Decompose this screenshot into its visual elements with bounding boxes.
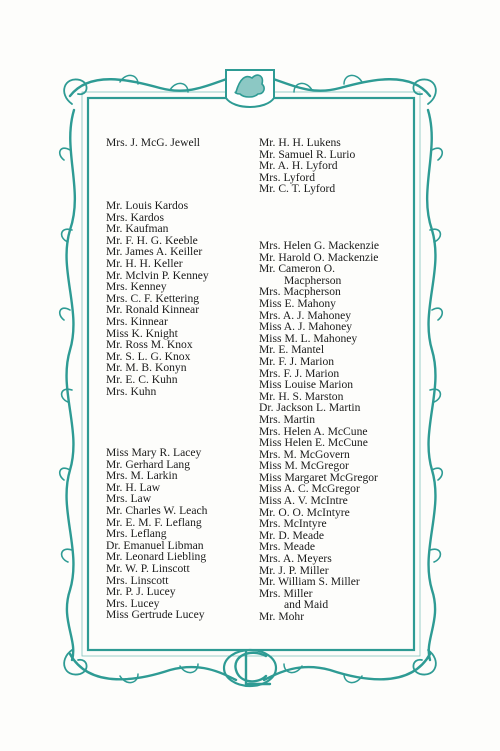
passenger-name: Mr. Samuel R. Lurio [259,147,356,161]
passenger-name: Mr. O. O. McIntyre [259,505,350,519]
passenger-name-continued: and Maid [284,598,329,612]
passenger-name: Miss K. Knight [106,326,178,340]
passenger-name: Miss A. J. Mahoney [259,320,353,334]
passenger-name: Miss Margaret McGregor [259,470,378,484]
passenger-name-continued: Macpherson [284,273,342,287]
passenger-name: Mr. Charles W. Leach [106,503,208,517]
passenger-name: Mr. Mohr [259,610,305,623]
passenger-name: Mrs. Kuhn [106,384,157,398]
passenger-name: Mr. A. H. Lyford [259,159,338,173]
passenger-name: Mrs. Kardos [106,210,164,224]
passenger-name: Mr. William S. Miller [259,575,360,589]
passenger-name: Mr. Harold O. Mackenzie [259,250,379,264]
passenger-name: Dr. Jackson L. Martin [259,401,361,415]
passenger-name: Mrs. Kinnear [106,314,168,328]
passenger-name: Mrs. J. McG. Jewell [106,136,201,149]
passenger-name: Mr. Louis Kardos [106,199,189,212]
right-column-block-2 [259,240,379,623]
passenger-name: Mr. M. B. Konyn [106,361,187,375]
passenger-name: Mr. F. J. Marion [259,354,335,368]
passenger-name: Mrs. Law [106,492,152,506]
passenger-name: Mrs. Kenney [106,280,167,294]
passenger-name: Mrs. Helen G. Mackenzie [259,239,380,252]
passenger-name: Mrs. Lyford [259,170,316,184]
left-column-block-2 [106,200,209,397]
passenger-name: Mr. Mclvin P. Kenney [106,268,209,282]
right-column-block-1 [259,137,355,195]
left-column-block-3 [106,447,207,621]
passenger-name: Mrs. Linscott [106,573,169,587]
passenger-name: Miss A. V. McIntre [259,494,348,508]
passenger-name: Mr. S. L. G. Knox [106,349,191,363]
passenger-name: Miss E. Mahony [259,296,336,310]
passenger-name: Miss Mary R. Lacey [106,446,202,459]
passenger-name: Dr. Emanuel Libman [106,538,204,552]
passenger-name: Mr. D. Meade [259,528,325,542]
passenger-name: Mr. H. H. Keller [106,256,183,270]
passenger-name: Mr. E. M. F. Leflang [106,515,202,529]
passenger-name: Mrs. F. J. Marion [259,366,340,380]
passenger-name: Mr. Cameron O. [259,262,335,276]
passenger-name: Mr. Ross M. Knox [106,338,193,352]
passenger-name: Mrs. Meade [259,540,316,554]
left-column-block-1 [106,137,200,149]
passenger-name: Mrs. Miller [259,586,313,600]
passenger-name: Mr. H. S. Marston [259,389,344,403]
passenger-name: Mrs. Macpherson [259,285,341,299]
passenger-name: Mr. J. P. Miller [259,563,329,577]
passenger-name: Mr. H. H. Lukens [259,136,341,149]
passenger-name: Mrs. A. J. Mahoney [259,308,352,322]
passenger-name: Mr. E. C. Kuhn [106,372,178,386]
passenger-name: Mrs. M. McGovern [259,447,350,461]
passenger-name: Mr. W. P. Linscott [106,561,190,575]
passenger-name: Mrs. Leflang [106,527,167,541]
passenger-name: Miss A. C. McGregor [259,482,360,496]
passenger-name: Mrs. Martin [259,412,316,426]
passenger-name: Miss M. L. Mahoney [259,331,358,345]
passenger-name: Miss Gertrude Lucey [106,608,205,622]
passenger-name: Mr. C. T. Lyford [259,182,336,196]
passenger-name: Mrs. M. Larkin [106,469,178,483]
passenger-name: Miss Helen E. McCune [259,436,368,450]
passenger-name: Mr. F. H. G. Keeble [106,233,198,247]
passenger-name: Mr. Kaufman [106,222,169,236]
passenger-name: Miss M. McGregor [259,459,349,473]
passenger-name: Mr. E. Mantel [259,343,325,357]
passenger-name: Mrs. C. F. Kettering [106,291,200,305]
passenger-name: Mrs. Lucey [106,596,160,610]
passenger-name: Mrs. Helen A. McCune [259,424,368,438]
passenger-name: Mrs. A. Meyers [259,552,332,566]
passenger-name: Miss Louise Marion [259,378,354,392]
passenger-name: Mr. James A. Keiller [106,245,203,259]
passenger-name: Mr. Ronald Kinnear [106,303,200,317]
passenger-name: Mr. P. J. Lucey [106,585,176,599]
passenger-name: Mr. Gerhard Lang [106,457,191,471]
passenger-name: Mr. H. Law [106,480,161,494]
passenger-name: Mrs. McIntyre [259,517,327,531]
passenger-name: Mr. Leonard Liebling [106,550,207,564]
